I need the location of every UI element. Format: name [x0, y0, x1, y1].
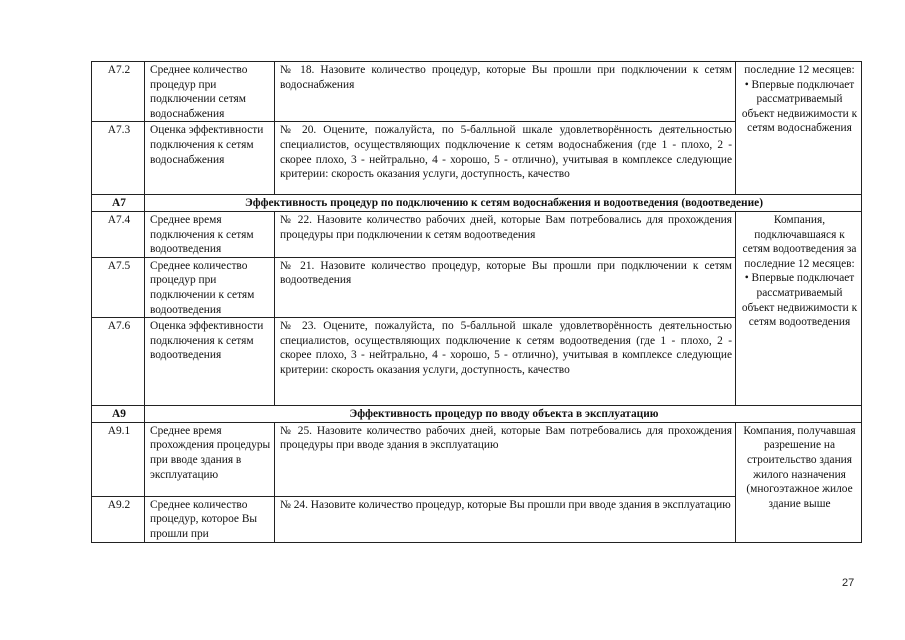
section-row — [92, 195, 862, 212]
question-cell: № 18. Назовите количество процедур, которые Вы прошли при подключении к сетям водоснабжения — [275, 62, 736, 122]
section-title: Эффективность процедур по вводу объекта в эксплуатацию — [145, 406, 862, 423]
section-title: Эффективность процедур по подключению к сетям водоснабжения и водоотведения (водоотведение) — [145, 195, 862, 212]
row-code: А7.2 — [92, 62, 145, 122]
table-row — [92, 422, 862, 496]
section-code: А7 — [92, 195, 145, 212]
row-code: А7.3 — [92, 122, 145, 195]
indicator-cell: Среднее время подключения к сетям водоотведения — [145, 211, 275, 257]
question-cell: № 20. Оцените, пожалуйста, по 5-балльной шкале удовлетворённость деятельностью специалистов, осуществляющих подключение к сетям водоснабжения (где 1 - плохо, 2 - скорее плохо, 3 - нейтрально, 4 - хорошо, 5 - отлично), учитывая в комплексе следующие критерии: скорость оказания услуги, доступность, качество — [275, 122, 736, 195]
table-row — [92, 211, 862, 257]
section-code: А9 — [92, 406, 145, 423]
respondent-cell: Компания, подключавшаяся к сетям водоотведения за последние 12 месяцев: • Впервые подключает рассматриваемый объект недвижимости к сетям водоотведения — [736, 211, 862, 405]
row-code: А7.6 — [92, 318, 145, 406]
respondent-cell: Компания, получавшая разрешение на строительство здания жилого назначения (многоэтажное жилое здание выше — [736, 422, 862, 542]
indicator-cell: Оценка эффективности подключения к сетям водоотведения — [145, 318, 275, 406]
survey-indicators-table — [91, 61, 862, 543]
indicator-cell: Среднее количество процедур при подключении к сетям водоотведения — [145, 257, 275, 317]
question-cell: № 21. Назовите количество процедур, которые Вы прошли при подключении к сетям водоотведения — [275, 257, 736, 317]
question-cell: № 22. Назовите количество рабочих дней, которые Вам потребовались для прохождения процедуры при подключении к сетям водоотведения — [275, 211, 736, 257]
question-cell: № 24. Назовите количество процедур, которые Вы прошли при вводе здания в эксплуатацию — [275, 496, 736, 542]
indicator-cell: Среднее количество процедур, которое Вы прошли при — [145, 496, 275, 542]
page-number: 27 — [842, 577, 855, 589]
row-code: А9.1 — [92, 422, 145, 496]
question-cell: № 23. Оцените, пожалуйста, по 5-балльной шкале удовлетворённость деятельностью специалистов, осуществляющих подключение к сетям водоотведения (где 1 - плохо, 2 - скорее плохо, 3 - нейтрально, 4 - хорошо, 5 - отлично), учитывая в комплексе следующие критерии: скорость оказания услуги, доступность, качество — [275, 318, 736, 406]
indicator-cell: Среднее количество процедур при подключении сетям водоснабжения — [145, 62, 275, 122]
indicator-cell: Оценка эффективности подключения к сетям водоснабжения — [145, 122, 275, 195]
row-code: А7.4 — [92, 211, 145, 257]
respondent-cell: последние 12 месяцев: • Впервые подключает рассматриваемый объект недвижимости к сетям водоснабжения — [736, 62, 862, 195]
section-row — [92, 406, 862, 423]
row-code: А9.2 — [92, 496, 145, 542]
table-row — [92, 62, 862, 122]
indicator-cell: Среднее время прохождения процедуры при вводе здания в эксплуатацию — [145, 422, 275, 496]
question-cell: № 25. Назовите количество рабочих дней, которые Вам потребовались для прохождения процедуры при вводе здания в эксплуатацию — [275, 422, 736, 496]
row-code: А7.5 — [92, 257, 145, 317]
